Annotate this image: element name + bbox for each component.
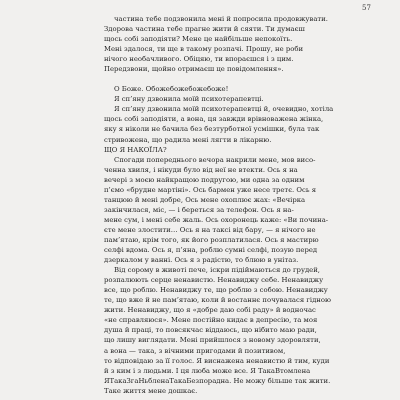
- paragraph-p6: [104, 265, 366, 396]
- text-line: Передзвони, щойно отримаєш це повідомлення».: [104, 65, 284, 74]
- text-line: ченна хвиля, і нікуди було від неї не втекти. Ось я на: [104, 165, 298, 174]
- paragraph-p3: [104, 94, 366, 104]
- text-line: душа й праці, то повсякчас віддаюсь, що нібито маю ради,: [104, 326, 317, 335]
- text-line: частина тебе подзвонила мені й попросила продовжувати.: [114, 15, 328, 23]
- text-line: «не справляюся». Мене постійно кидає в депресію, та моя: [104, 316, 318, 325]
- text-line: то відповідаю за її голос. Я виснажена ненавистю й тим, куди: [104, 356, 330, 365]
- text-line: єте мене злостити… Ось я на таксі від бару, — я нічого не: [104, 225, 316, 234]
- text-line: нічого необачливого. Обіцяю, ти впораєшся і з цим.: [104, 55, 294, 64]
- text-line: те, що вже й не пам’ятаю, коли й востаннє почувалася гідною: [104, 296, 331, 305]
- text-line: танцюю й мені добре, Ось мене охоплює жах: «Вечірка: [104, 195, 306, 204]
- text-line: Я сп’яну дзвонила моїй психотерапевтці й, очевидно, хотіла: [114, 105, 334, 114]
- text-line: яку я ніколи не бачила без безтурботної усмішки, була так: [104, 125, 320, 134]
- text-line: Мені здалося, ти ще в такому розпачі. Прошу, не роби: [104, 45, 304, 54]
- text-line: закінчилася, міс, — і береться за телефон. Ось я на-: [104, 205, 294, 214]
- text-line: стривожена, що радила мені лягти в лікарню.: [104, 135, 272, 144]
- text-line: а вона — така, з вічними пригодами й позитивом,: [104, 346, 286, 355]
- paragraph-p1: [104, 14, 366, 74]
- text-line: дзеркалом у ванні. Ось я з радістю, то блюю в унітаз.: [104, 256, 299, 265]
- paragraph-p2: [104, 84, 366, 94]
- text-line: пам’ятаю, крім того, як його розплатилася. Ось я мастирю: [104, 235, 319, 244]
- text-line: жити. Ненавиджу, що я «добре даю собі раду» й водночас: [104, 306, 316, 315]
- text-line: Спогади попереднього вечора накрили мене, мов висо-: [114, 155, 316, 164]
- text-line: й з ким і з людьми. І ця люба може все. Я ТакаВтомлена: [104, 366, 311, 375]
- text-line: що лишу виглядати. Мені прийшлося з новому здоровляти,: [104, 336, 321, 345]
- page-body-text: [104, 14, 366, 396]
- text-line: все, що роблю. Ненавиджу те, що роблю з собою. Ненавиджу: [104, 286, 328, 295]
- text-line: селфі вдома. Ось я, п’яна, роблю сумні селфі, позую перед: [104, 246, 318, 255]
- text-line: щось собі заподіяти? Мене це найбільше непокоїть.: [104, 35, 293, 44]
- text-line: розпалюють серце ненавистю. Ненавиджу себе. Ненавиджу: [104, 276, 324, 285]
- paragraph-p4: [104, 104, 366, 154]
- text-line: О Боже. Обожебожебожебоже!: [114, 85, 229, 94]
- text-line: вечері з моєю найкращою подругою, ми одна за одним: [104, 175, 305, 184]
- paragraph-p5: [104, 155, 366, 266]
- text-line: Я сп’яну дзвонила моїй психотерапевтці.: [114, 95, 264, 104]
- text-line: ЩО Я НАКОЇЛА?: [104, 145, 167, 154]
- text-line: Від сорому в животі пече, іскри підіймаються до грудей,: [114, 266, 320, 275]
- page-number: 57: [362, 4, 371, 12]
- text-line: щось собі заподіяти, а вона, ця завжди врівноважена жінка,: [104, 115, 324, 124]
- text-line: Здорова частина тебе прагне жити й сяяти. Ти думаєш: [104, 25, 305, 34]
- text-line: ЯТакаЗгаНьбленаТакаБезпорадна. Не можу більше так жити.: [104, 376, 331, 385]
- paragraph-gap: [104, 74, 366, 84]
- text-line: п’ємо «брудне мартіні». Ось бармен уже несе третє. Ось я: [104, 185, 317, 194]
- text-line: мене сум, і мені себе жаль. Ось охоронець каже: «Ви почина-: [104, 215, 329, 224]
- text-line: Таке життя мене дошкає.: [104, 386, 198, 395]
